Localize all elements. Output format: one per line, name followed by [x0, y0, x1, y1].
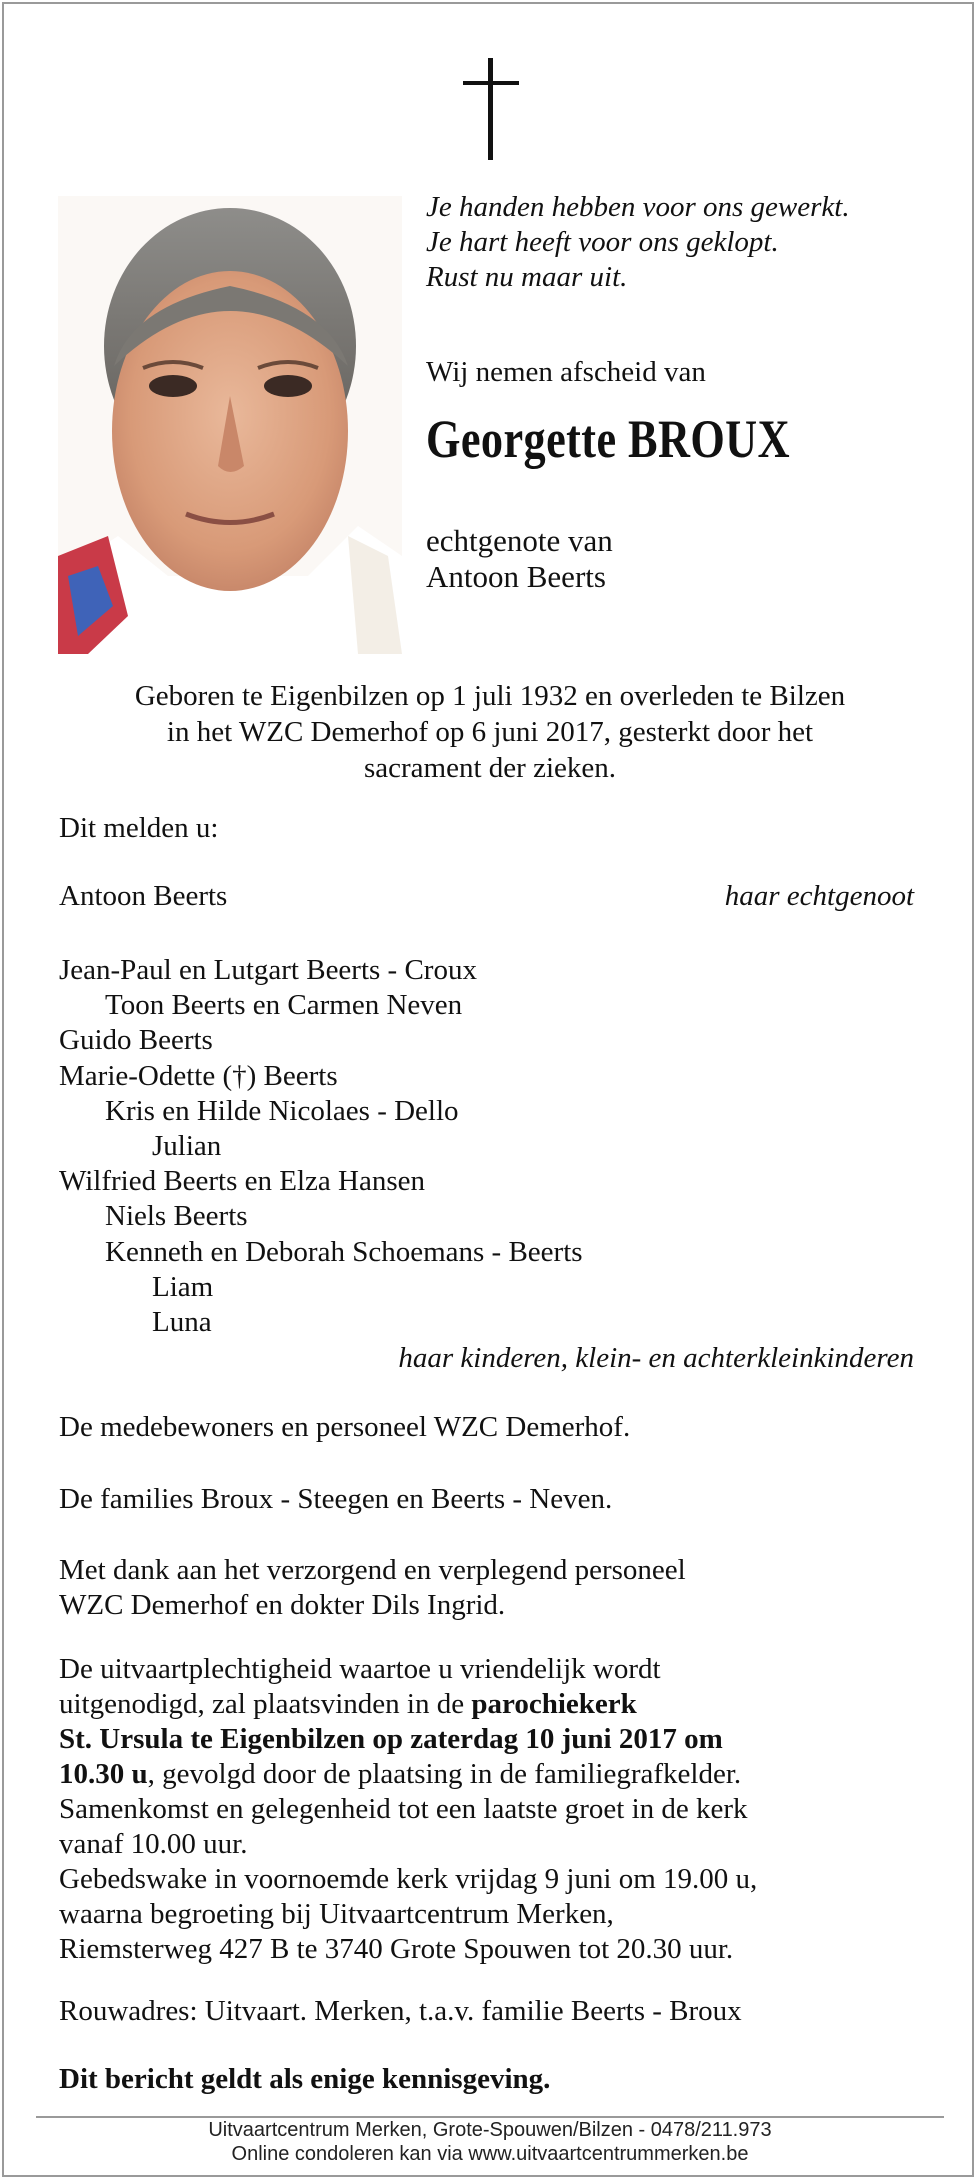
birth-line: Geboren te Eigenbilzen op 1 juli 1932 en overleden te Bilzen [134, 680, 846, 712]
poem [426, 190, 850, 295]
family-member: Guido Beerts [59, 1024, 213, 1057]
birth-line: in het WZC Demerhof op 6 juni 2017, gesterkt door het [166, 716, 814, 748]
funeral-info [59, 1652, 757, 1967]
funeral-text: uitgenodigd, zal plaatsvinden in de [59, 1688, 472, 1720]
notice-text: Dit bericht geldt als enige kennisgeving. [59, 2063, 551, 2095]
residents-text: De medebewoners en personeel WZC Demerhof. [59, 1411, 631, 1443]
farewell-text: Wij nemen afscheid van [426, 356, 706, 388]
family-relation: haar kinderen, klein- en achterkleinkinderen [398, 1342, 914, 1374]
family-member: Toon Beerts en Carmen Neven [105, 989, 463, 1022]
funeral-line: Gebedswake in voornoemde kerk vrijdag 9 juni om 19.00 u, [59, 1863, 758, 1895]
family-member: Luna [152, 1306, 212, 1339]
church-name: parochiekerk [471, 1688, 637, 1720]
thanks-line: Met dank aan het verzorgend en verplegend personeel [59, 1554, 686, 1586]
spouse-entry-name: Antoon Beerts [59, 880, 228, 912]
family-member: Liam [152, 1270, 214, 1303]
family-member: Marie-Odette (†) Beerts [59, 1059, 338, 1092]
poem-line: Je hart heeft voor ons geklopt. [426, 226, 779, 258]
footer-website: Online condoleren kan via www.uitvaartcentrummerken.be [231, 2143, 749, 2165]
spouse-info [426, 523, 613, 595]
poem-line: Rust nu maar uit. [426, 261, 628, 293]
funeral-line: St. Ursula te Eigenbilzen op zaterdag 10 juni 2017 om [59, 1723, 723, 1755]
funeral-line: De uitvaartplechtigheid waartoe u vriendelijk wordt [59, 1653, 661, 1685]
thanks-line: WZC Demerhof en dokter Dils Ingrid. [59, 1589, 506, 1621]
families-text: De families Broux - Steegen en Beerts - Neven. [59, 1483, 613, 1515]
mourning-address: Rouwadres: Uitvaart. Merken, t.a.v. familie Beerts - Broux [59, 1995, 742, 2027]
poem-line: Je handen hebben voor ons gewerkt. [426, 191, 850, 223]
funeral-line: waarna begroeting bij Uitvaartcentrum Merken, [59, 1898, 614, 1930]
spouse-prefix: echtgenote van [426, 523, 613, 558]
family-member: Kenneth en Deborah Schoemans - Beerts [105, 1235, 583, 1268]
funeral-time: 10.30 u [59, 1758, 148, 1790]
thanks-text [59, 1553, 686, 1623]
footer [0, 2118, 980, 2166]
funeral-line: Riemsterweg 427 B te 3740 Grote Spouwen tot 20.30 uur. [59, 1933, 734, 1965]
birth-death-info [40, 678, 940, 786]
birth-line: sacrament der zieken. [364, 752, 616, 784]
funeral-line [59, 1757, 757, 1792]
spouse-relation: haar echtgenoot [724, 880, 914, 912]
deceased-name: Georgette BROUX [426, 409, 790, 469]
funeral-line [59, 1687, 757, 1722]
funeral-text: , gevolgd door de plaatsing in de familiegrafkelder. [147, 1758, 742, 1790]
spouse-name: Antoon Beerts [426, 559, 606, 594]
family-member: Niels Beerts [105, 1200, 248, 1233]
portrait-photo [58, 196, 402, 654]
family-member: Julian [152, 1130, 222, 1163]
cross-icon [463, 58, 519, 160]
announce-text: Dit melden u: [59, 812, 219, 844]
funeral-line: vanaf 10.00 uur. [59, 1828, 248, 1860]
family-list [59, 953, 583, 1340]
funeral-line: Samenkomst en gelegenheid tot een laatste groet in de kerk [59, 1793, 748, 1825]
family-member: Jean-Paul en Lutgart Beerts - Croux [59, 954, 477, 986]
family-member: Kris en Hilde Nicolaes - Dello [105, 1094, 459, 1127]
footer-contact: Uitvaartcentrum Merken, Grote-Spouwen/Bilzen - 0478/211.973 [208, 2119, 772, 2141]
family-member: Wilfried Beerts en Elza Hansen [59, 1165, 426, 1198]
